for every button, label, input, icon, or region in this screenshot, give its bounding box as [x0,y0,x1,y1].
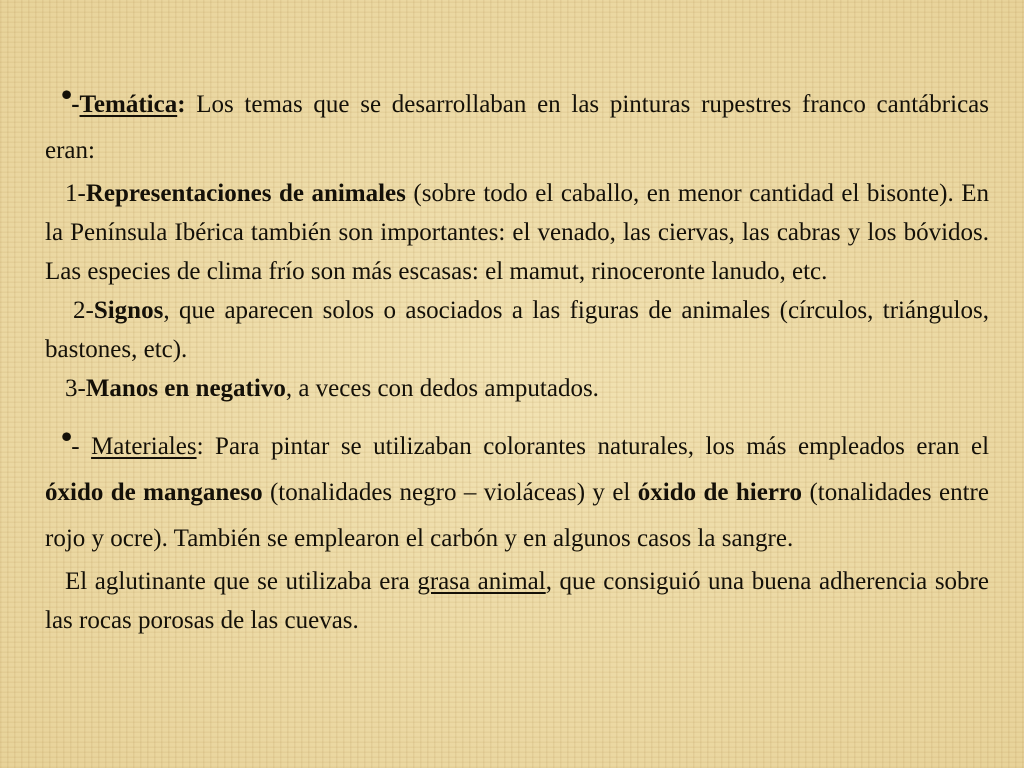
item-1-text: (sobre todo el caballo, en menor cantidad el bisonte). En la Península Ibérica también son importantes: el venado, las ciervas, las cabras y los bóvidos. Las especies de clima frío son más escasas: el mamut, rinoceronte lanudo, etc. [45,180,989,285]
item-2-number: 2- [73,297,94,324]
p2-end-text: , que consiguió una buena adherencia sobre las rocas porosas de las cuevas. [45,568,989,634]
slide-content [45,78,989,640]
term-oxido-hierro: óxido de hierro [637,479,803,506]
materiales-end-text: (tonalidades entre rojo y ocre). También se emplearon el carbón y en algunos casos la sangre. [45,479,989,552]
item-3-term: Manos en negativo [85,375,286,402]
tematica-heading-prefix: - [71,91,80,118]
item-1-term: Representaciones de animales [85,180,406,207]
bullet-icon: • [61,418,72,454]
materiales-heading: Materiales [91,433,197,460]
section-materiales [45,420,989,640]
tematica-intro-paragraph [45,78,989,174]
item-2-text: , que aparecen solos o asociados a las figuras de animales (círculos, triángulos, bastones, etc). [45,297,989,363]
tematica-heading-colon: : [177,91,186,118]
term-oxido-manganeso: óxido de manganeso [45,479,263,506]
item-1-number: 1- [65,180,86,207]
item-2-term: Signos [93,297,164,324]
tematica-item-3 [45,369,989,408]
materiales-intro-text: Para pintar se utilizaban colorantes naturales, los más empleados eran el [203,433,990,460]
item-3-number: 3- [65,375,86,402]
p2-start-text: El aglutinante que se utilizaba era [65,568,418,595]
materiales-heading-colon: : [196,433,204,460]
tematica-intro-text: Los temas que se desarrollaban en las pinturas rupestres franco cantábricas eran: [45,91,989,164]
tematica-item-2 [45,291,989,369]
section-tematica [45,78,989,408]
item-3-text: , a veces con dedos amputados. [285,375,599,402]
materiales-intro-paragraph [45,420,989,562]
tematica-heading: Temática [79,91,178,118]
materiales-paragraph-2 [45,562,989,640]
term-grasa-animal: grasa animal [417,568,546,595]
materiales-heading-prefix: - [71,433,92,460]
materiales-mid-text: (tonalidades negro – violáceas) y el [262,479,638,506]
bullet-icon: • [61,76,72,112]
tematica-item-1 [45,174,989,291]
